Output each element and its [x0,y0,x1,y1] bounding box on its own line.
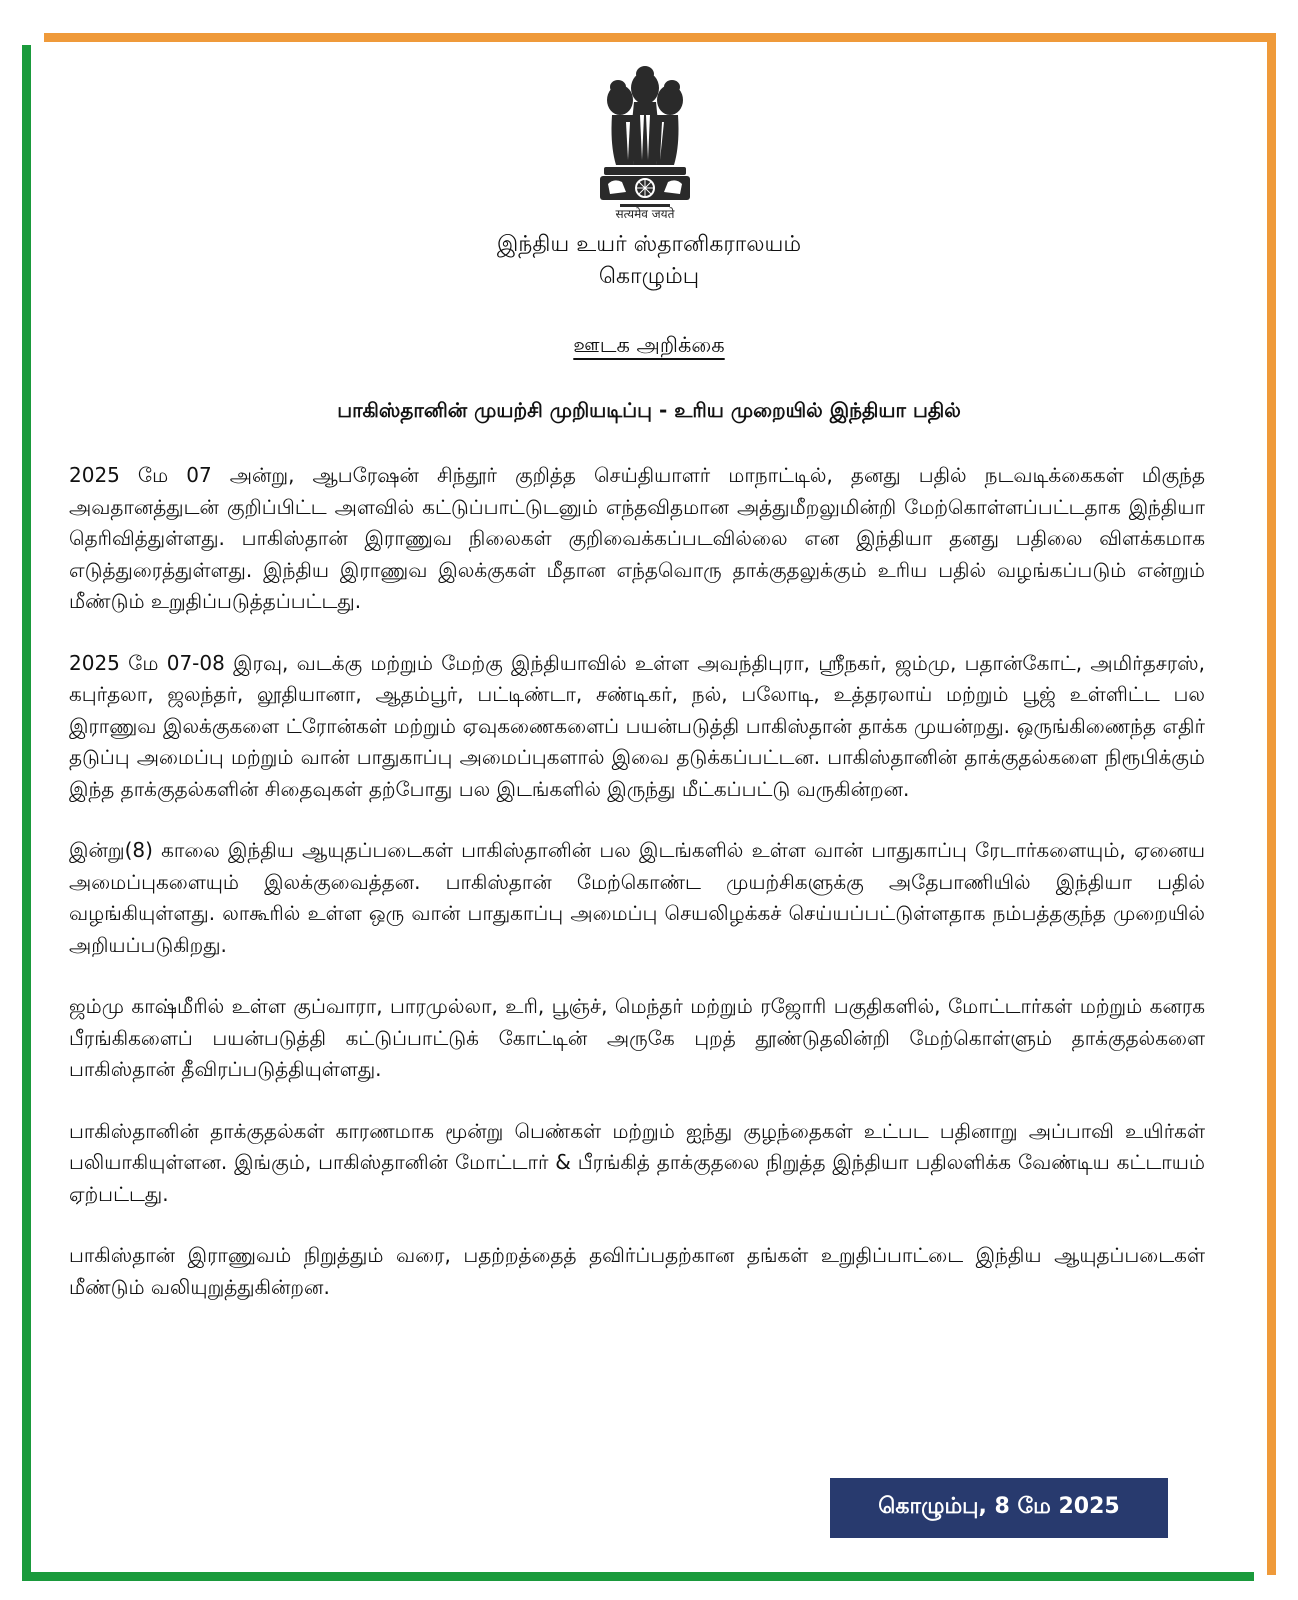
paragraph: 2025 மே 07-08 இரவு, வடக்கு மற்றும் மேற்கு இந்தியாவில் உள்ள அவந்திபுரா, ஸ்ரீநகர், ஜம்மு, பதான்கோட், அமிர்தசரஸ், கபுர்தலா, ஜலந்தர், லூதியானா, ஆதம்பூர், பட்டிண்டா, சண்டிகர், நல், பலோடி, உத்தரலாய் மற்றும் பூஜ் உள்ளிட்ட பல இராணுவ இலக்குகளை ட்ரோன்கள் மற்றும் ஏவுகணைகளைப் பயன்படுத்தி பாகிஸ்தான் தாக்க முயன்றது. ஒருங்கிணைந்த எதிர் தடுப்பு அமைப்பு மற்றும் வான் பாதுகாப்பு அமைப்புகளால் இவை தடுக்கப்பட்டன. பாகிஸ்தானின் தாக்குதல்களை நிரூபிக்கும் இந்த தாக்குதல்களின் சிதைவுகள் தற்போது பல இடங்களில் இருந்து மீட்கப்பட்டு வருகின்றன. [69,650,1205,801]
green-bottom-border [22,1572,1254,1581]
paragraph: பாகிஸ்தானின் தாக்குதல்கள் காரணமாக மூன்று பெண்கள் மற்றும் ஐந்து குழந்தைகள் உட்பட பதினாறு அப்பாவி உயிர்கள் பலியாகியுள்ளன. இங்கும், பாகிஸ்தானின் மோட்டார் & பீரங்கித் தாக்குதலை நிறுத்த இந்தியா பதிலளிக்க வேண்டிய கட்டாயம் ஏற்பட்டது. [69,1118,1205,1206]
organization-name: இந்திய உயர் ஸ்தானிகராலயம் [496,232,802,257]
city-name: கொழும்பு [598,264,700,289]
dateline-text: கொழும்பு, 8 மே 2025 [878,1494,1120,1519]
press-release-headline: பாகிஸ்தானின் முயற்சி முறியடிப்பு - உரிய முறையில் இந்தியா பதில் [337,398,961,422]
paragraph: பாகிஸ்தான் இராணுவம் நிறுத்தும் வரை, பதற்றத்தைத் தவிர்ப்பதற்கான தங்கள் உறுதிப்பாட்டை இந்திய ஆயுதப்படைகள் மீண்டும் வலியுறுத்துகின்றன. [69,1243,1205,1299]
document-type-label: ஊடக அறிக்கை [573,333,725,357]
ashoka-lion-emblem-icon [590,60,700,220]
dateline-badge [830,1478,1168,1538]
paragraph: 2025 மே 07 அன்று, ஆபரேஷன் சிந்தூர் குறித்த செய்தியாளர் மாநாட்டில், தனது பதில் நடவடிக்கைகள் மிகுந்த அவதானத்துடன் குறிப்பிட்ட அளவில் கட்டுப்பாட்டுடனும் எந்தவிதமான அத்துமீறலுமின்றி மேற்கொள்ளப்பட்டதாக இந்தியா தெரிவித்துள்ளது. பாகிஸ்தான் இராணுவ நிலைகள் குறிவைக்கப்படவில்லை என இந்தியா தனது பதிலை விளக்கமாக எடுத்துரைத்துள்ளது. இந்திய இராணுவ இலக்குகள் மீதான எந்தவொரு தாக்குதலுக்கும் உரிய பதில் வழங்கப்படும் என்றும் மீண்டும் உறுதிப்படுத்தப்பட்டது. [69,463,1205,613]
emblem-motto: सत्यमेव जयते [615,207,675,221]
body-text [69,460,1205,1333]
saffron-top-border [44,33,1276,42]
paragraph: இன்று(8) காலை இந்திய ஆயுதப்படைகள் பாகிஸ்தானின் பல இடங்களில் உள்ள வான் பாதுகாப்பு ரேடார்களையும், ஏனைய அமைப்புகளையும் இலக்குவைத்தன. பாகிஸ்தான் மேற்கொண்ட முயற்சிகளுக்கு அதேபாணியில் இந்தியா பதில் வழங்கியுள்ளது. லாகூரில் உள்ள ஒரு வான் பாதுகாப்பு அமைப்பு செயலிழக்கச் செய்யப்பட்டுள்ளதாக நம்பத்தகுந்த முறையில் அறியப்படுகிறது. [69,838,1205,957]
document-type-heading [0,333,1298,360]
paragraph: ஜம்மு காஷ்மீரில் உள்ள குப்வாரா, பாரமுல்லா, உரி, பூஞ்ச், மெந்தர் மற்றும் ரஜோரி பகுதிகளில், மோட்டார்கள் மற்றும் கனரக பீரங்கிகளைப் பயன்படுத்தி கட்டுப்பாட்டுக் கோட்டின் அருகே புறத் தூண்டுதலின்றி மேற்கொள்ளும் தாக்குதல்களை பாகிஸ்தான் தீவிரப்படுத்தியுள்ளது. [69,994,1205,1081]
